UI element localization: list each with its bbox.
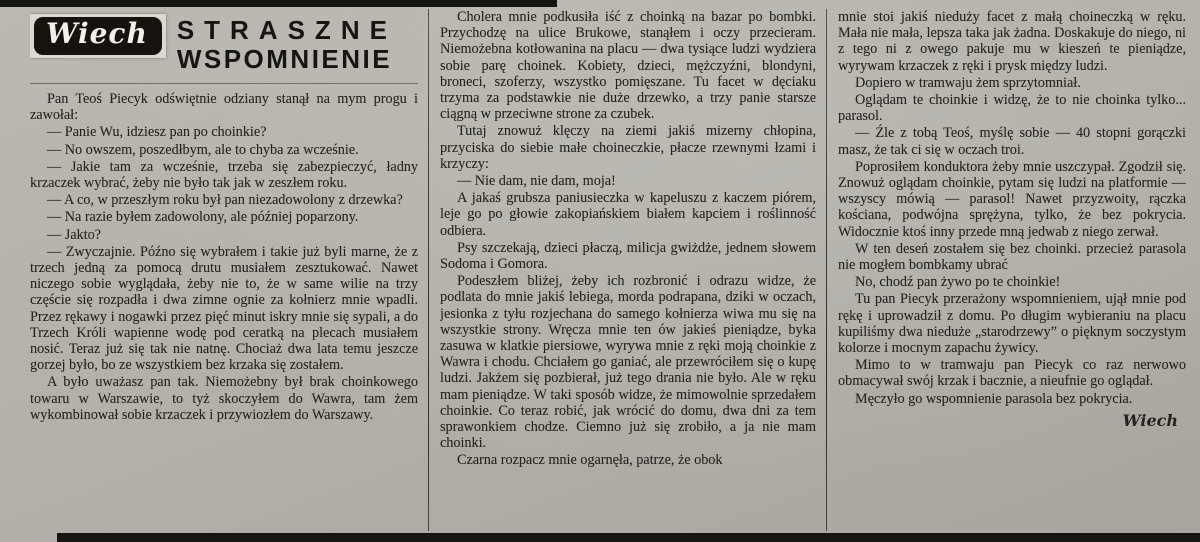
article-title-line2: WSPOMNIENIE (176, 44, 393, 74)
paragraph: Męczyło go wspomnienie parasola bez pokrycia. (855, 390, 1133, 407)
paragraph: Tutaj znowuż klęczy na ziemi jakiś mizerny chłopina, przyciska do siebie małe choineczkie, płacze rzewnymi łzami i krzyczy: (440, 123, 816, 172)
paragraph: Oglądam te choinkie i widzę, że to nie choinka tylko... parasol. (838, 92, 1186, 125)
wiech-logo-text: Wiech (34, 17, 162, 55)
paragraph: Pan Teoś Piecyk odświętnie odziany stanął na mym progu i zawołał: (30, 91, 418, 124)
paragraph: Czarna rozpacz mnie ogarnęła, patrze, że obok (457, 452, 723, 469)
article-header (30, 9, 418, 84)
paragraph: — Na razie byłem zadowolony, ale później poparzony. (47, 209, 359, 226)
paragraph: No, chodź pan żywo po te choinkie! (855, 274, 1061, 291)
paragraph: — Źle z tobą Teoś, myślę sobie — 40 stopni gorączki masz, że tak ci się w oczach troi. (838, 125, 1186, 158)
paragraph: — Nie dam, nie dam, moja! (457, 173, 616, 190)
author-signature: Wiech (1122, 410, 1178, 430)
paragraph: Cholera mnie podkusiła iść z choinką na bazar po bombki. Przychodzę na ulice Brukowe, stanąłem i oczy przecieram. Niemożebna kotłowanina na placu — dwa tysiące ludzi wydziera sobie parę choinek. Kobiety, dzieci, mężczyźni, blondyni, broneci, szoferzy, wszystko pomięszane. Tu facet w dęciaku trzyma za podstawkie nie duże drzewko, a trzy panie starsze ciągną w przeciwne strone za czubek. (440, 9, 816, 123)
paragraph: — No owszem, poszedłbym, ale to chyba za wcześnie. (47, 141, 359, 158)
paragraph: — Panie Wu, idziesz pan po choinkie? (47, 124, 267, 141)
column-divider (826, 9, 827, 531)
paragraph: A jakaś grubsza paniusieczka w kapeluszu z kaczem piórem, leje go po głowie zakopiańskiem białem kapciem i roślinność odbiera. (440, 190, 816, 239)
paragraph: — Jakto? (47, 226, 101, 243)
paragraph: Psy szczekają, dzieci płaczą, milicja gwiżdże, jednem słowem Sodoma i Gomora. (440, 239, 816, 273)
paragraph: — A co, w przeszłym roku był pan niezadowolony z drzewka? (47, 192, 403, 209)
paragraph: Dopiero w tramwaju żem sprzytomniał. (855, 74, 1081, 91)
paragraph: W ten deseń zostałem się bez choinki. przecież parasola nie mogłem bombkamy ubrać (838, 240, 1186, 274)
column-2 (440, 9, 816, 533)
paragraph: A było uważasz pan tak. Niemożebny był brak choinkowego towaru w Warszawie, to tyż skoczyłem do Wawra, tam żem wykombinował sobie krzaczek i przywiozłem do Warszawy. (30, 374, 418, 423)
article-content (0, 7, 1200, 533)
paragraph: Tu pan Piecyk przerażony wspomnieniem, ujął mnie pod rękę i uprowadził z domu. Po długim wybieraniu na placu kupiliśmy dwa nieduże „starodrzewy” o pięknym soczystym kolorze i mocnym zapachu żywicy. (838, 291, 1186, 357)
column-1 (30, 9, 418, 533)
paragraph: — Zwyczajnie. Późno się wybrałem i takie już byli marne, że z trzech jedną za pomocą drutu musiałem zesztukować. Nawet niczego sobie wyglądała, żeby nie to, że w same wilie na trzy częście się rozpadła i dwa zimne ognie za kołnierz mnie wpadli. Przez rękawy i nogawki przez pięć minut iskry mnie się sypali, a do Trzech Króli wapienne wodę pod ceratką na plecach musiałem nosić. Teraz już się tak nie natnę. Chociaż dwa lata temu jeszcze gorzej było, bo ze wszystkiem bez krzaka się zostałem. (30, 243, 418, 374)
paragraph: mnie stoi jakiś nieduży facet z małą choineczką w ręku. Mała nie mała, lepsza taka jak żadna. Doskakuje do niego, ni z tego ni z owego pakuje mu w kieszeń te pieniądze, wyrywam krzaczek z ręki i prysk między ludzi. (838, 9, 1186, 74)
paragraph: Podeszłem bliżej, żeby ich rozbronić i odrazu widze, że podlata do mnie jakiś lebiega, morda podrapana, dziki w oczach, jesionka z tyłu rozjechana do samego kołnierza wiwa mu się na wszystkie strony. Wręcza mnie ten ów jakieś pieniądze, byka zasuwa w klatkie piersiowe, wyrywa mnie z ręki moją choinkie z Wawra i chodu. Chciałem go ganiać, ale przewróciłem się o kupę ludzi. Jakżem się pozbierał, już tego drania nie było. Ale w ręku mam pieniądze. W taki sposób widze, że mimowolnie sprzedałem choinkie. Co teraz robić, jak wrócić do domu, dwa dni za tem sprawonkiem chodze. Ciemno już się zrobiło, a ja nie mam choinki. (440, 273, 816, 452)
paragraph: Mimo to w tramwaju pan Piecyk co raz nerwowo obmacywał swój krzak i bacznie, a nieufnie go oglądał. (838, 357, 1186, 390)
column-divider (428, 9, 429, 531)
paragraph: — Jakie tam za wcześnie, trzeba się zabezpieczyć, ładny krzaczek wybrać, żeby nie było tak jak w zeszłem roku. (30, 158, 418, 192)
article-title-line1: STRASZNE (176, 15, 397, 45)
scan-top-edge-bar (0, 0, 557, 7)
paragraph: Poprosiłem konduktora żeby mnie uszczypał. Zgodził się. Znowuż oglądam choinkie, pytam się ludzi na platformie — wszyscy mówią — parasol! Nawet przyzwoity, rączka kościana, podwójna sprężyna, tylko, że bez pokrycia. Widocznie ktoś inny przede mną jedwab z niego zerwał. (838, 158, 1186, 240)
wiech-logo (30, 14, 166, 58)
column-3 (838, 9, 1186, 533)
scan-bottom-edge-bar (57, 533, 1200, 542)
article-title (177, 14, 397, 74)
